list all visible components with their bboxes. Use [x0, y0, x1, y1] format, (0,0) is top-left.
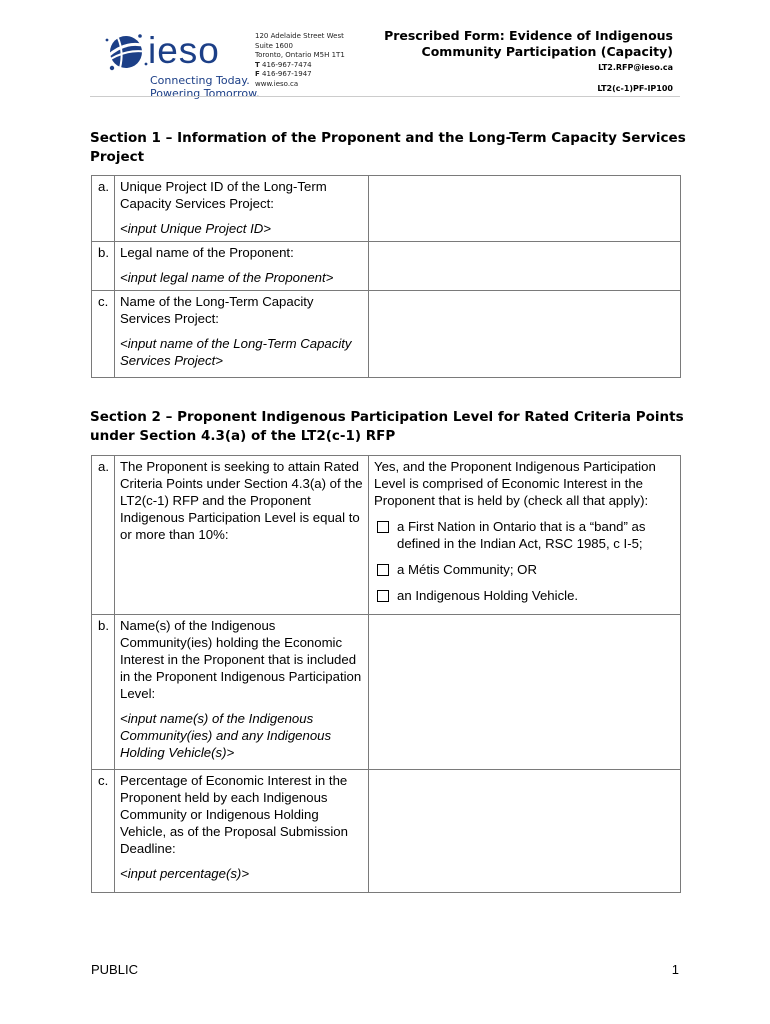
answer-cell[interactable]: [369, 242, 681, 291]
globe-icon: [104, 30, 150, 74]
row-question: [115, 770, 369, 893]
logo-tagline: Powering Tomorrow.: [150, 87, 260, 100]
table-row: [92, 456, 681, 615]
row-label: a.: [92, 456, 115, 615]
form-heading: [384, 28, 673, 93]
question-text: Legal name of the Proponent:: [120, 245, 294, 260]
fax-label: F: [255, 70, 260, 79]
question-text: Unique Project ID of the Long-Term Capacity Services Project:: [120, 179, 327, 211]
section-2-title: Section 2 – Proponent Indigenous Participation Level for Rated Criteria Points under Section 4.3(a) of the LT2(c-1) RFP: [90, 409, 684, 444]
table-row: [92, 242, 681, 291]
project-name-input[interactable]: <input name of the Long-Term Capacity Services Project>: [120, 336, 352, 368]
checkbox[interactable]: [377, 590, 389, 602]
option-label: an Indigenous Holding Vehicle.: [397, 588, 579, 603]
ieso-logo: [104, 30, 260, 100]
checkbox[interactable]: [377, 564, 389, 576]
table-row: [92, 615, 681, 770]
answer-cell[interactable]: [369, 291, 681, 378]
answer-cell[interactable]: [369, 176, 681, 242]
option-metis-community[interactable]: [374, 561, 676, 578]
phone-number: 416-967-7474: [262, 60, 312, 69]
form-title-line: Prescribed Form: Evidence of Indigenous: [384, 28, 673, 43]
answer-cell[interactable]: [369, 770, 681, 893]
address-line: 120 Adelaide Street West: [255, 32, 344, 40]
row-question: [115, 615, 369, 770]
row-question: [115, 176, 369, 242]
row-question: [115, 456, 369, 615]
section-2-table: [91, 455, 681, 893]
unique-project-id-input[interactable]: <input Unique Project ID>: [120, 221, 272, 236]
option-holding-vehicle[interactable]: [374, 587, 676, 604]
page-number: 1: [671, 962, 679, 977]
logo-tagline: Connecting Today.: [150, 74, 250, 87]
table-row: [92, 770, 681, 893]
option-first-nation[interactable]: [374, 518, 676, 552]
row-question: [115, 291, 369, 378]
footer-classification: PUBLIC: [91, 962, 138, 977]
checkbox[interactable]: [377, 521, 389, 533]
question-text: The Proponent is seeking to attain Rated Criteria Points under Section 4.3(a) of the LT2(c-1) RFP and the Proponent Indigenous Participation Level is equal to or more than 10%:: [120, 459, 363, 542]
table-row: [92, 176, 681, 242]
form-title-line: Community Participation (Capacity): [421, 44, 673, 59]
question-text: Name of the Long-Term Capacity Services Project:: [120, 294, 314, 326]
row-label: c.: [92, 770, 115, 893]
percentage-input[interactable]: <input percentage(s)>: [120, 866, 250, 881]
fax-number: 416-967-1947: [262, 70, 312, 79]
section-1-table: [91, 175, 681, 378]
table-row: [92, 291, 681, 378]
community-names-input[interactable]: <input name(s) of the Indigenous Community(ies) and any Indigenous Holding Vehicle(s)>: [120, 711, 332, 760]
answer-cell: [369, 456, 681, 615]
fax-line: [255, 70, 345, 80]
form-email-link[interactable]: LT2.RFP@ieso.ca: [598, 63, 673, 72]
address-line: Toronto, Ontario M5H 1T1: [255, 51, 345, 60]
row-label: a.: [92, 176, 115, 242]
phone-label: T: [255, 60, 260, 69]
option-label: a Métis Community; OR: [397, 562, 537, 577]
logo-wordmark: ieso: [148, 30, 220, 71]
section-1-title: Section 1 – Information of the Proponent and the Long-Term Capacity Services Project: [90, 130, 686, 165]
row-question: [115, 242, 369, 291]
row-label: b.: [92, 242, 115, 291]
row-label: b.: [92, 615, 115, 770]
row-label: c.: [92, 291, 115, 378]
phone-line: [255, 61, 345, 71]
option-label: a First Nation in Ontario that is a “band” as defined in the Indian Act, RSC 1985, c I-5;: [397, 519, 646, 551]
question-text: Percentage of Economic Interest in the Proponent held by each Indigenous Community or Indigenous Holding Vehicle, as of the Proposal Submission Deadline:: [120, 773, 348, 856]
legal-name-input[interactable]: <input legal name of the Proponent>: [120, 270, 334, 285]
answer-intro: Yes, and the Proponent Indigenous Participation Level is comprised of Economic Interest in the Proponent that is held by (check all that apply):: [374, 459, 656, 508]
header-divider: [90, 96, 680, 97]
form-code: LT2(c-1)PF-IP100: [597, 84, 673, 93]
answer-cell[interactable]: [369, 615, 681, 770]
question-text: Name(s) of the Indigenous Community(ies) holding the Economic Interest in the Proponent that is included in the Proponent Indigenous Participation Level:: [120, 618, 362, 701]
website-link[interactable]: www.ieso.ca: [255, 79, 299, 88]
address-line: Suite 1600: [255, 41, 293, 50]
ieso-address: [255, 32, 345, 90]
